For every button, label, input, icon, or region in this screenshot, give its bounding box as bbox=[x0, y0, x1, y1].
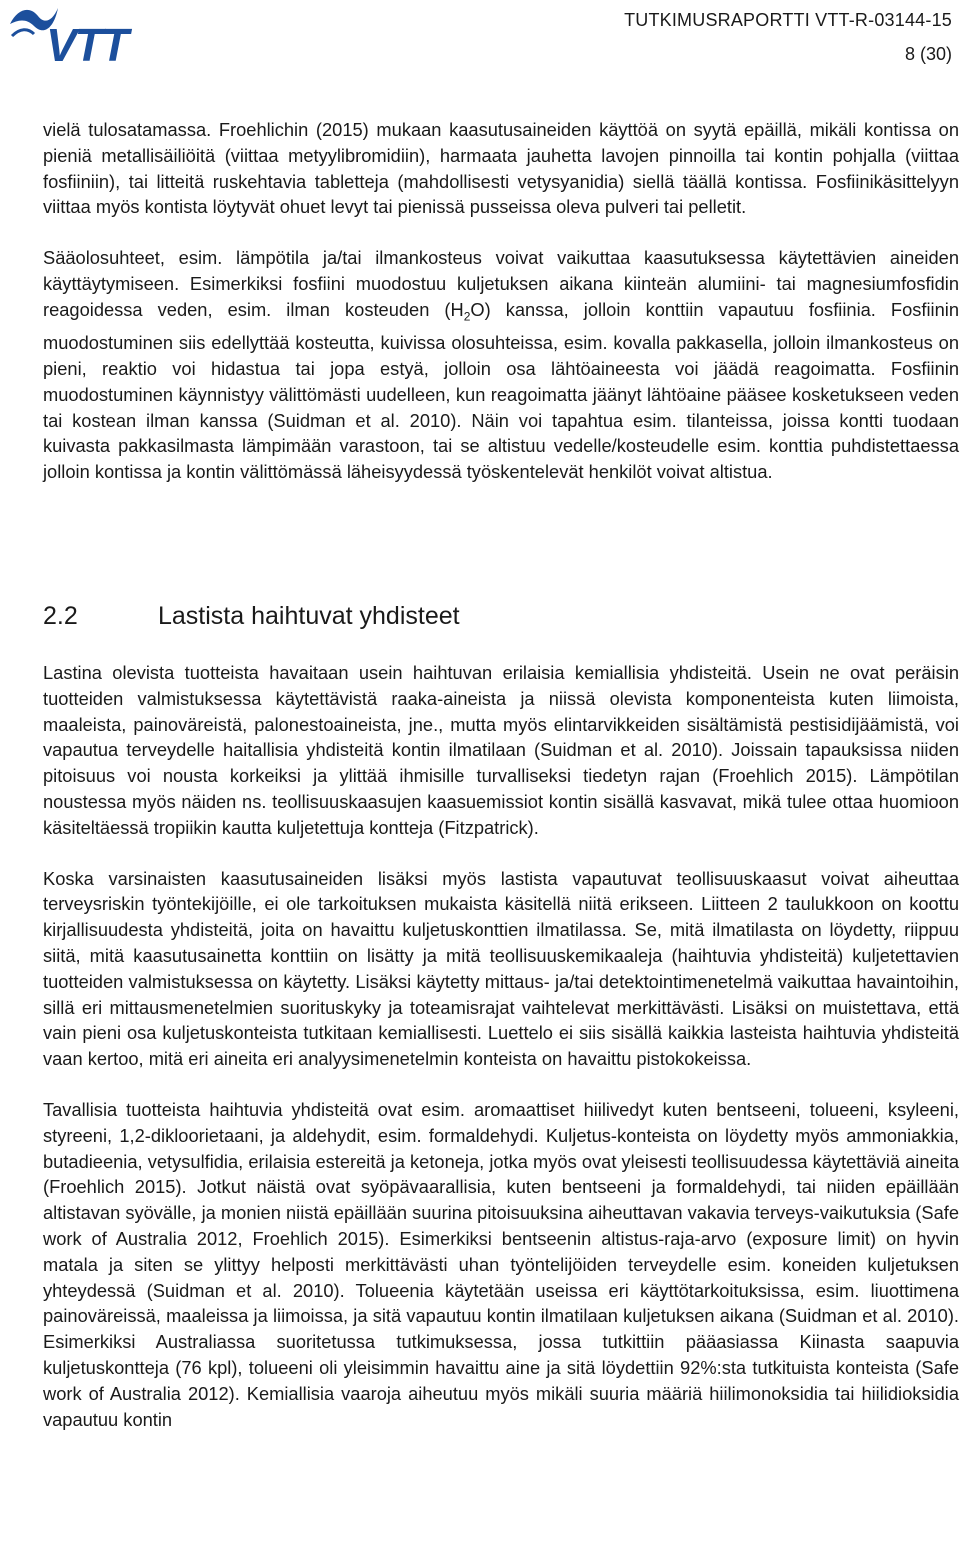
page-number: 8 (30) bbox=[904, 44, 952, 64]
logo-wordmark: VTT bbox=[46, 19, 127, 71]
paragraph-2-part-b: O) kanssa, jolloin konttiin vapautuu fosfiinia. Fosfiinin muodostuminen siis edellyttää kosteutta, kuivissa olosuhteissa, esim. kovalla pakkasella, jolloin ilmankosteus on pieni, reaktio voi hidastua tai jopa estyä, jolloin osa lähtöaineesta voi jäädä reagoimatta. Fosfiinin muodostuminen käynnistyy välittömästi uudelleen, kun reagoimatta jäänyt lähtöaine pääsee kosketukseen veden tai kostean ilman kanssa (Suidman et al. 2010). Näin voi tapahtua esim. tilanteissa, joissa kontti tuodaan kuivasta pakkasilmasta lämpimään varastoon, tai se altistuu vedelle/kosteudelle esim. konttia puhdistettaessa jolloin kontissa ja kontin välittömässä läheisyydessä työskentelevät henkilöt voivat altistua. bbox=[43, 298, 959, 483]
section-title: Lastista haihtuvat yhdisteet bbox=[158, 602, 460, 630]
paragraph-3: Lastina olevista tuotteista havaitaan usein haihtuvan erilaisia kemiallisia yhdisteitä. Usein ne ovat peräisin tuotteiden valmistuksessa käytettävistä raaka-aineista ja niissä olevista komponenteista kuten liimoista, maaleista, painoväreistä, palonestoaineista, jne., mutta myös elintarvikkeiden sisältämistä pestisidijäämistä, voi vapautua terveydelle haitallisia yhdisteitä kontin ilmatilaan (Suidman et al. 2010). Joissain tapauksissa niiden pitoisuus voi nousta korkeiksi ja ylittää ihmisille turvalliseksi tiedetyn rajan (Froehlich 2015). Lämpötilan noustessa myös näiden ns. teollisuuskaasujen kaasuemissiot kontin sisällä kasvavat, mikä tulee ottaa huomioon käsiteltäessä tropiikin kautta kuljetettuja kontteja (Fitzpatrick). bbox=[43, 662, 959, 838]
paragraph-5: Tavallisia tuotteista haihtuvia yhdisteitä ovat esim. aromaattiset hiilivedyt kuten bentseeni, tolueeni, ksyleeni, styreeni, 1,2-dikloorietaani, ja aldehydit, esim. formaldehydi. Kuljetus-konteista on löydetty myös ammoniakkia, butadieenia, vetysulfidia, erilaisia estereitä ja ketoneja, jotka myös ovat yleisesti teollisuudessa käytettäviä aineita (Froehlich 2015). Jotkut näistä ovat syöpävaarallisia, kuten bentseeni ja formaldehydi, tai niiden epäillään altistavan syövälle, ja monien niistä epäillään suurina pitoisuuksina aiheuttavan vakavia terveys-vaikutuksia (Safe work of Australia 2012, Froehlich 2015). Esimerkiksi bentseenin altistus-raja-arvo (exposure limit) on hyvin matala ja siten se ylittyy helposti merkittävästi uhan työntelijöiden terveydelle esim. koneiden kuljetuksen yhteydessä (Suidman et al. 2010). Tolueenia käytetään useissa eri käyttötarkoituksissa, esim. liuottimena painoväreissä, maaleissa ja liimoissa, ja sitä vapautuu kontin ilmatilaan kuljetuksen aikana (Suidman et al. 2010). Esimerkiksi Australiassa suoritetussa tutkimuksessa, jossa tutkittiin pääasiassa Kiinasta saapuvia kuljetuskontteja (76 kpl), tolueeni oli yleisimmin havaittu aine ja sitä löydettiin 92%:sta tutkituista konteista (Safe work of Australia 2012). Kemiallisia vaaroja aiheutuu myös mikäli suuria määriä hiilimonoksidia tai hiilidioksidia vapautuu kontin bbox=[43, 1098, 959, 1430]
subscript-2: 2 bbox=[463, 309, 471, 324]
vtt-logo bbox=[8, 2, 190, 71]
document-body-section bbox=[43, 660, 959, 1432]
section-heading bbox=[43, 602, 460, 631]
paragraph-2-part-a: Sääolosuhteet, esim. lämpötila ja/tai ilmankosteus voivat vaikuttaa kaasutuksessa käytettävien aineiden käyttäytymiseen. Esimerkiksi fosfiini muodostuu kuljetuksen aikana kiinteän alumiini- tai magnesiumfosfidin reagoidessa veden, esim. ilman kosteuden (H bbox=[43, 247, 959, 320]
paragraph-1: vielä tulosatamassa. Froehlichin (2015) mukaan kaasutusaineiden käyttöä on syytä epäillä, mikäli kontissa on pieniä metallisäiliöitä (viittaa metyylibromidiin), harmaata jauhetta lavojen pinnoilla tai kontin pohjalla (viittaa fosfiiniin), tai litteitä ruskehtavia tabletteja (mahdollisesti vetysyanidia) siellä täällä kontissa. Fosfiinikäsittelyyn viittaa myös kontista löytyvät ohuet levyt tai pienissä pusseissa oleva pulveri tai pelletit. bbox=[43, 119, 959, 218]
paragraph-4: Koska varsinaisten kaasutusaineiden lisäksi myös lastista vapautuvat teollisuuskaasut voivat aiheuttaa terveysriskin työntekijöille, ei ole tarkoituksen mukaista käsitellä niitä erikseen. Liitteen 2 taulukkoon on koottu kirjallisuudesta yhdisteitä, joita on havaittu kuljetuskonttien ilmatilassa. Se, mitä ilmatilasta on löydetty, riippuu siitä, mitä kaasutusainetta konttiin on lisätty ja mitä teollisuuskemikaaleja (haihtuvia yhdisteitä) kuljetettavien tuotteiden valmistuksessa on käytetty. Lisäksi käytetty mittaus- ja/tai detektointimenetelmä vaikuttaa havaintoihin, sillä eri mittausmenetelmien suorituskyky ja toteamisrajat vaihtelevat merkittävästi. Lisäksi on muistettava, että vain pieni osa kuljetuskonteista tutkitaan kemiallisesti. Luettelo ei siis sisällä kaikkia lasteista haihtuvia yhdisteitä vaan kertoo, mitä eri aineita eri analyysimenetelmin konteista on havaittu pistokokeissa. bbox=[43, 867, 959, 1070]
report-id: TUTKIMUSRAPORTTI VTT-R-03144-15 bbox=[624, 10, 952, 30]
document-body bbox=[43, 117, 959, 485]
section-number: 2.2 bbox=[43, 602, 78, 630]
paragraph-2 bbox=[43, 245, 959, 485]
